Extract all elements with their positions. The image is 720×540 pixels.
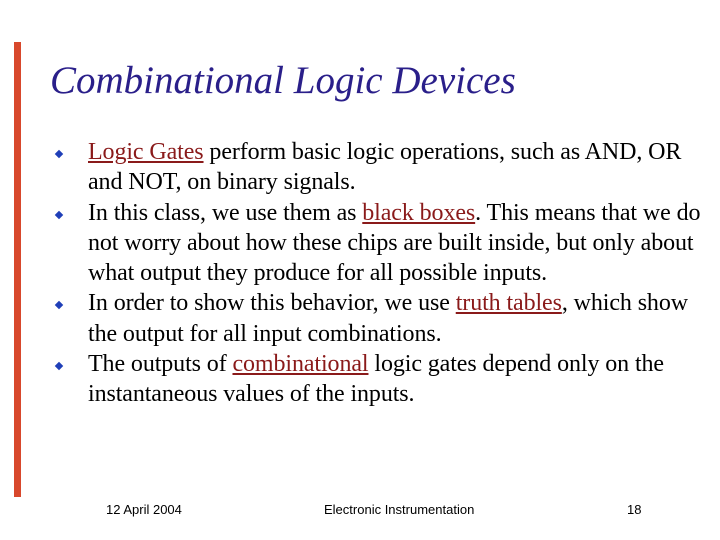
footer-date: 12 April 2004: [106, 502, 182, 517]
bullet-text: In this class, we use them as: [88, 199, 363, 226]
bullet-item: [56, 198, 706, 289]
diamond-bullet-icon: [55, 150, 63, 158]
bullet-list: [56, 137, 706, 410]
footer-page-number: 18: [627, 502, 642, 517]
bullet-item: [56, 349, 706, 410]
diamond-bullet-icon: [55, 301, 63, 309]
bullet-text: The outputs of: [88, 351, 233, 378]
highlight-term: combinational: [232, 351, 369, 378]
accent-rule: [14, 42, 21, 497]
bullet-text: , which show the output for all input combinations.: [88, 290, 688, 347]
highlight-term: Logic Gates: [88, 139, 204, 165]
highlight-term: black boxes: [362, 199, 476, 226]
bullet-text: In order to show this behavior, we use: [88, 290, 456, 317]
diamond-bullet-icon: [55, 210, 63, 218]
bullet-text: logic gates depend only on the instantaneous values of the inputs.: [88, 351, 664, 408]
bullet-item: [56, 288, 706, 349]
bullet-text: . This means that we do not worry about how these chips are built inside, but only about what output they produce for all possible inputs.: [88, 199, 701, 287]
diamond-bullet-icon: [55, 362, 63, 370]
slide-title: Combinational Logic Devices: [50, 59, 516, 102]
footer-course: Electronic Instrumentation: [324, 502, 475, 517]
bullet-item: [56, 137, 706, 198]
bullet-text: perform basic logic operations, such as AND, OR and NOT, on binary signals.: [88, 139, 682, 196]
highlight-term: truth tables: [455, 290, 562, 317]
